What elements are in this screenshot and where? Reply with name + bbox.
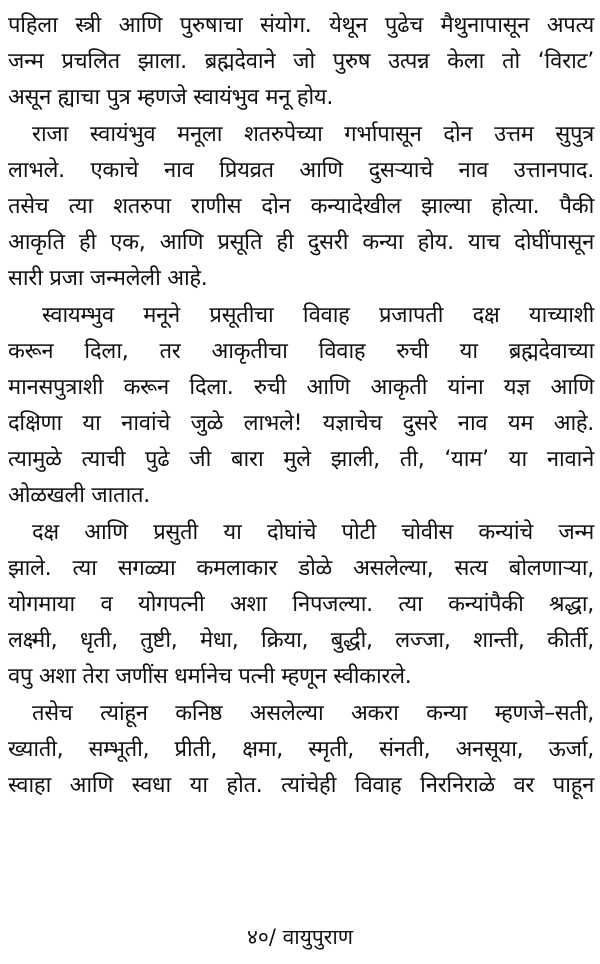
text-line: ख्याती, सम्भूती, प्रीती, क्षमा, स्मृती, संनती, अनसूया, ऊर्जा, (8, 736, 594, 762)
text-line: मानसपुत्राशी करून दिला. रुची आणि आकृती यांना यज्ञ आणि (8, 374, 594, 400)
text-line: जन्म प्रचलित झाला. ब्रह्मदेवाने जो पुरुष उत्पन्न केला तो ‘विराट’ (8, 49, 594, 75)
text-line: स्वायम्भुव मनूने प्रसूतीचा विवाह प्रजापती दक्ष याच्याशी (42, 302, 594, 328)
text-line: तसेच त्या शतरुपा राणीस दोन कन्यादेखील झाल्या होत्या. पैकी (8, 193, 594, 219)
text-line: आकृति ही एक, आणि प्रसूति ही दुसरी कन्या होय. याच दोघींपासून (8, 230, 594, 256)
text-line: लक्ष्मी, धृती, तुष्टी, मेधा, क्रिया, बुद्धी, लज्जा, शान्ती, कीर्ती, (8, 628, 594, 654)
text-line: दक्ष आणि प्रसुती या दोघांचे पोटी चोवीस कन्यांचे जन्म (32, 519, 594, 545)
text-line: स्वाहा आणि स्वधा या होत. त्यांचेही विवाह निरनिराळे वर पाहून (8, 772, 594, 798)
text-line: तसेच त्यांहून कनिष्ठ असलेल्या अकरा कन्या म्हणजे–सती, (32, 700, 594, 726)
text-line: पहिला स्त्री आणि पुरुषाचा संयोग. येथून पुढेच मैथुनापासून अपत्य (8, 13, 594, 38)
page-number-label: ४०/ वायुपुराण (246, 925, 354, 949)
text-line: त्यामुळे त्याची पुढे जी बारा मुले झाली, ती, ‘याम’ या नावाने (8, 447, 594, 473)
text-line: दक्षिणा या नावांचे जुळे लाभले! यज्ञाचेच दुसरे नाव यम आहे. (8, 411, 594, 437)
text-line: वपु अशा तेरा जणींस धर्मानेच पत्नी म्हणून स्वीकारले. (8, 664, 412, 690)
text-line: लाभले. एकाचे नाव प्रियव्रत आणि दुसऱ्याचे नाव उत्तानपाद. (8, 157, 594, 183)
page-footer (0, 922, 600, 952)
text-line: ओळखली जातात. (8, 483, 150, 509)
text-line: सारी प्रजा जन्मलेली आहे. (8, 266, 208, 292)
text-line: राजा स्वायंभुव मनूला शतरुपेच्या गर्भापासून दोन उत्तम सुपुत्र (32, 121, 594, 147)
text-line: योगमाया व योगपत्नी अशा निपजल्या. त्या कन्यांपैकी श्रद्धा, (8, 592, 594, 617)
body-text (8, 8, 594, 804)
text-line: करून दिला, तर आकृतीचा विवाह रुची या ब्रह्मदेवाच्या (8, 338, 594, 364)
text-line: झाले. त्या सगळ्या कमलाकार डोळे असलेल्या, सत्य बोलणाऱ्या, (8, 555, 594, 581)
text-line: असून ह्याचा पुत्र म्हणजे स्वायंभुव मनू होय. (8, 85, 334, 111)
